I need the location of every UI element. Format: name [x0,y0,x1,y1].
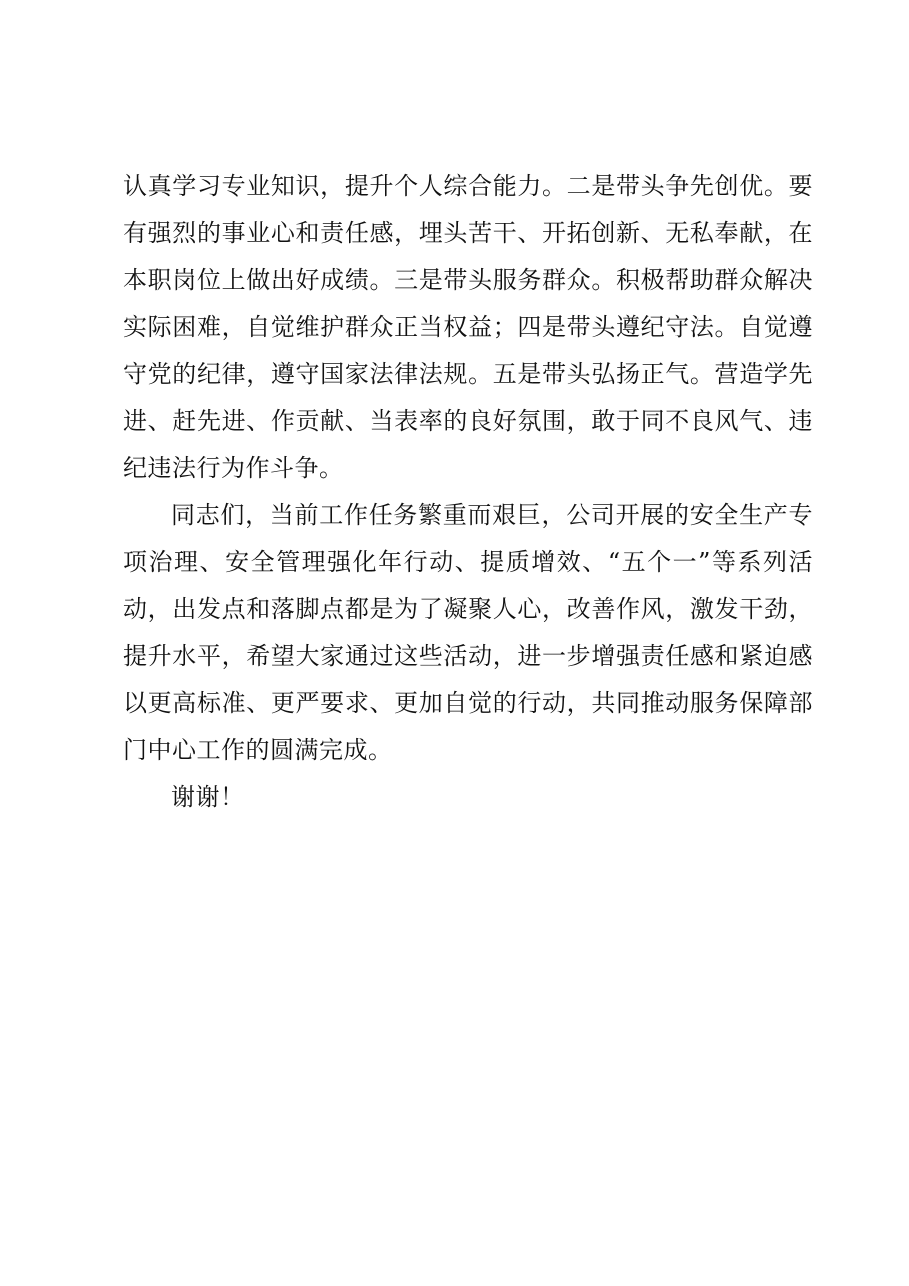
document-body [123,163,813,821]
paragraph-comrades: 同志们，当前工作任务繁重而艰巨，公司开展的安全生产专项治理、安全管理强化年行动、提质增效、“五个一”等系列活动，出发点和落脚点都是为了凝聚人心，改善作风，激发干劲，提升水平，希望大家通过这些活动，进一步增强责任感和紧迫感以更高标准、更严要求、更加自觉的行动，共同推动服务保障部门中心工作的圆满完成。 [123,501,813,764]
paragraph-continuation: 认真学习专业知识，提升个人综合能力。二是带头争先创优。要有强烈的事业心和责任感，埋头苦干、开拓创新、无私奉献，在本职岗位上做出好成绩。三是带头服务群众。积极帮助群众解决实际困难，自觉维护群众正当权益；四是带头遵纪守法。自觉遵守党的纪律，遵守国家法律法规。五是带头弘扬正气。营造学先进、赶先进、作贡献、当表率的良好氛围，敢于同不良风气、违纪违法行为作斗争。 [123,172,813,482]
paragraph-thanks: 谢谢！ [171,783,245,811]
